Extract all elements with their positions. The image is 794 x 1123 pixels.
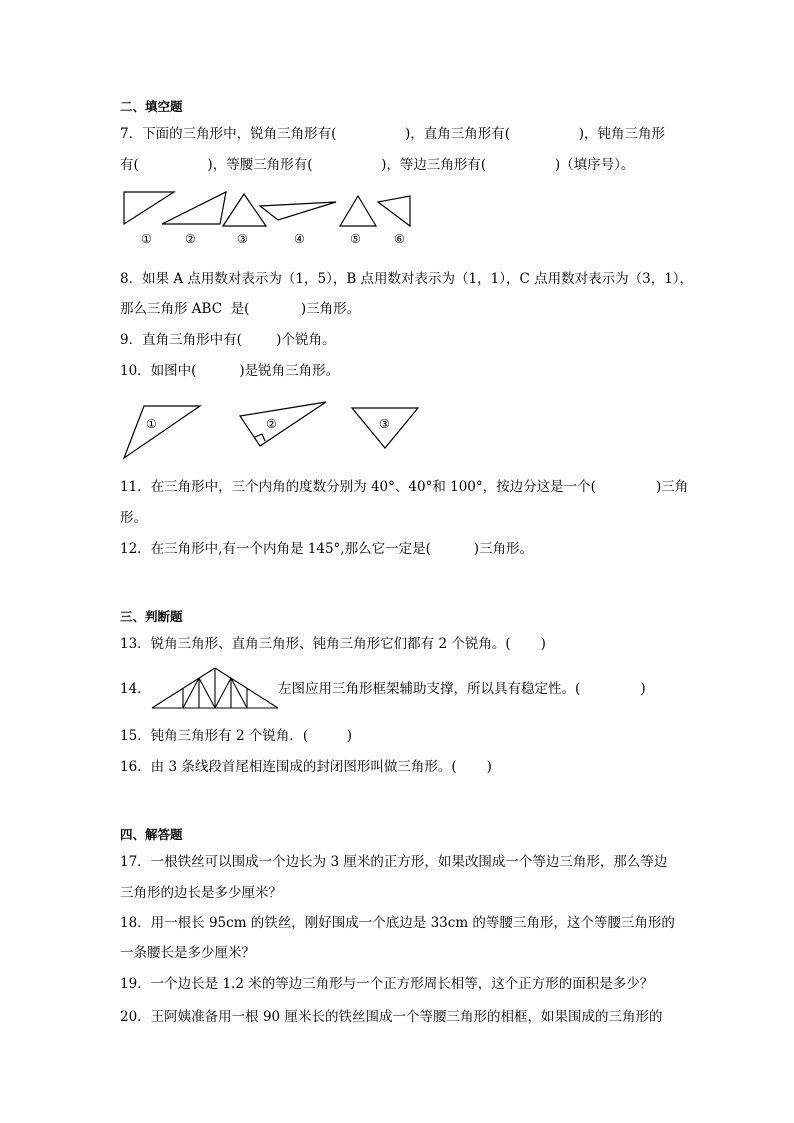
triangle-3: [223, 194, 266, 226]
truss-figure: [150, 664, 280, 710]
question-20: 20．王阿姨准备用一根 90 厘米长的铁丝围成一个等腰三角形的相框，如果围成的三角形的: [120, 1009, 663, 1025]
figure-label-1: ①: [146, 417, 157, 431]
question-13: 13．锐角三角形、直角三角形、钝角三角形它们都有 2 个锐角。( ): [120, 636, 546, 652]
question-14-number: 14．: [120, 681, 151, 697]
question-14-text: 左图应用三角形框架辅助支撑，所以具有稳定性。( ): [278, 681, 646, 697]
question-7-line-2: 有( )，等腰三角形有( )，等边三角形有( )（填序号）。: [120, 157, 635, 173]
question-10: 10．如图中( )是锐角三角形。: [120, 363, 340, 379]
triangle-2: [162, 192, 226, 224]
question-18-line-1: 18．用一根长 95cm 的铁丝，刚好围成一个底边是 33cm 的等腰三角形，这个等腰三角形的: [120, 915, 675, 931]
question-11-line-2: 形。: [120, 510, 147, 526]
question-9: 9．直角三角形中有( )个锐角。: [120, 332, 336, 348]
triangle-label-3: ③: [237, 232, 248, 246]
question-19: 19．一个边长是 1.2 米的等边三角形与一个正方形周长相等，这个正方形的面积是多少？: [120, 976, 654, 992]
figure-label-2: ②: [266, 417, 277, 431]
figure-label-3: ③: [379, 417, 390, 431]
question-18-line-2: 一条腰长是多少厘米？: [120, 945, 255, 961]
right-triangle-2: [240, 402, 326, 446]
question-15: 15．钝角三角形有 2 个锐角．( ): [120, 728, 353, 744]
triangle-label-5: ⑤: [350, 232, 361, 246]
section-heading-judge: 三、判断题: [120, 609, 183, 624]
question-8-line-2: 那么三角形 ABC 是( )三角形。: [120, 301, 361, 317]
question-17-line-2: 三角形的边长是多少厘米？: [120, 885, 282, 901]
triangle-label-6: ⑥: [394, 232, 405, 246]
acute-triangle-1: [124, 406, 200, 458]
section-heading-answer: 四、解答题: [120, 827, 183, 842]
triangle-1: [124, 192, 174, 224]
question-16: 16．由 3 条线段首尾相连围成的封闭图形叫做三角形。( ): [120, 759, 492, 775]
triangle-6: [378, 196, 410, 226]
question-11-line-1: 11．在三角形中，三个内角的度数分别为 40°、40°和 100°，按边分这是一个( )三角: [120, 479, 689, 495]
question-12: 12．在三角形中,有一个内角是 145°,那么它一定是( )三角形。: [120, 541, 534, 557]
question-10-triangles-figure: [120, 400, 425, 462]
triangle-label-4: ④: [294, 232, 305, 246]
question-7-line-1: 7．下面的三角形中，锐角三角形有( )，直角三角形有( )，钝角三角形: [120, 126, 665, 142]
triangle-label-2: ②: [185, 232, 196, 246]
triangle-4: [260, 202, 336, 220]
section-heading-fill-in: 二、填空题: [120, 99, 183, 114]
question-17-line-1: 17．一根铁丝可以围成一个边长为 3 厘米的正方形，如果改围成一个等边三角形，那么等边: [120, 854, 668, 870]
question-8-line-1: 8．如果 A 点用数对表示为（1，5），B 点用数对表示为（1，1），C 点用数对表示为（3，1），: [120, 271, 694, 287]
question-7-triangles-figure: [118, 188, 418, 250]
triangle-5: [340, 196, 376, 226]
triangle-label-1: ①: [141, 232, 152, 246]
